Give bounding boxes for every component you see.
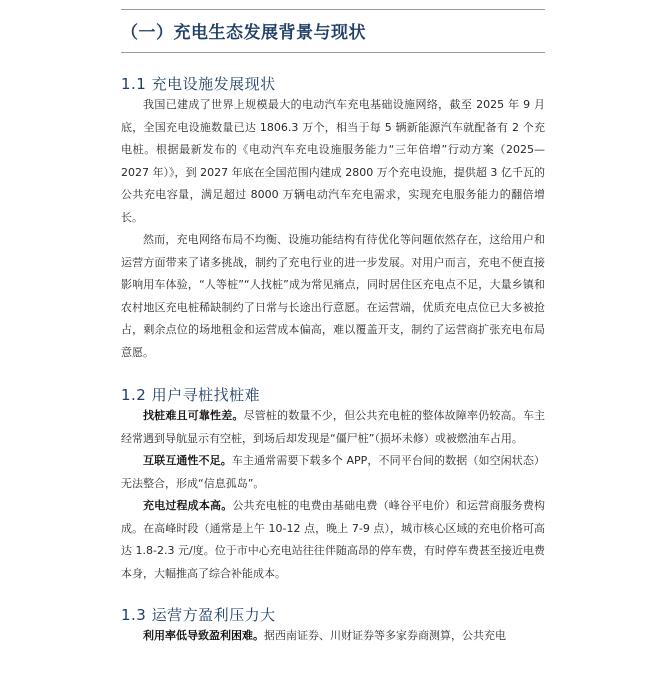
chapter-title: （一）充电生态发展背景与现状 [121,23,366,43]
paragraph [121,94,545,229]
paragraph-text: 我国已建成了世界上规模最大的电动汽车充电基础设施网络，截至 2025 年 9 月底，全国充电设施数量已达 1806.3 万个，相当于每 5 辆新能源汽车就配备有 2 个充电桩。根据最新发布的《电动汽车充电设施服务能力“三年倍增”行动方案（2025—2027 年）》，到 2027 年底在全国范围内建成 2800 万个充电设施，提供超 3 亿千瓦的公共充电容量，满足超过 8000 万辆电动汽车充电需求，实现充电服务能力的翻倍增长。 [121,98,545,224]
paragraph-text: 车主通常需要下载多个 APP，不同平台间的数据（如空闲状态）无法整合，形成“信息孤岛”。 [121,454,546,490]
section-title-1-3: 1.3 运营方盈利压力大 [121,606,276,624]
section-title-1-2: 1.2 用户寻桩找桩难 [121,386,261,404]
chapter-bottom-rule [121,52,545,53]
paragraph [121,625,545,648]
paragraph-lead: 利用率低导致盈利困难。 [143,629,264,642]
paragraph [121,405,545,450]
paragraph-lead: 找桩难且可靠性差。 [143,409,244,422]
paragraph [121,450,545,495]
paragraph-lead: 互联互通性不足。 [143,454,232,467]
paragraph-text: 据西南证券、川财证券等多家券商测算，公共充电 [264,629,506,642]
paragraph [121,495,545,585]
document-page [121,0,545,648]
paragraph-text: 公共充电桩的电费由基础电费（峰谷平电价）和运营商服务费构成。在高峰时段（通常是上午 10-12 点，晚上 7-9 点），城市核心区域的充电价格可高达 1.8-2.3 元/度。位于市中心充电站往往伴随高昂的停车费，有时停车费甚至接近电费本身，大幅推高了综合补能成本。 [121,499,546,580]
paragraph-lead: 充电过程成本高。 [143,499,233,512]
paragraph [121,229,545,364]
section-title-1-1: 1.1 充电设施发展现状 [121,75,276,93]
paragraph-text: 尽管桩的数量不少，但公共充电桩的整体故障率仍较高。车主经常遇到导航显示有空桩，到场后却发现是“僵尸桩”（损坏未修）或被燃油车占用。 [121,409,546,445]
paragraph-text: 然而，充电网络布局不均衡、设施功能结构有待优化等问题依然存在，这给用户和运营方面带来了诸多挑战，制约了充电行业的进一步发展。对用户而言，充电不便直接影响用车体验，“人等桩”“人找桩”成为常见痛点，同时居住区充电点不足，大量乡镇和农村地区充电桩稀缺制约了日常与长途出行意愿。在运营端，优质充电点位已大多被抢占，剩余点位的场地租金和运营成本偏高，难以覆盖开支，制约了运营商扩张充电布局意愿。 [121,233,545,359]
